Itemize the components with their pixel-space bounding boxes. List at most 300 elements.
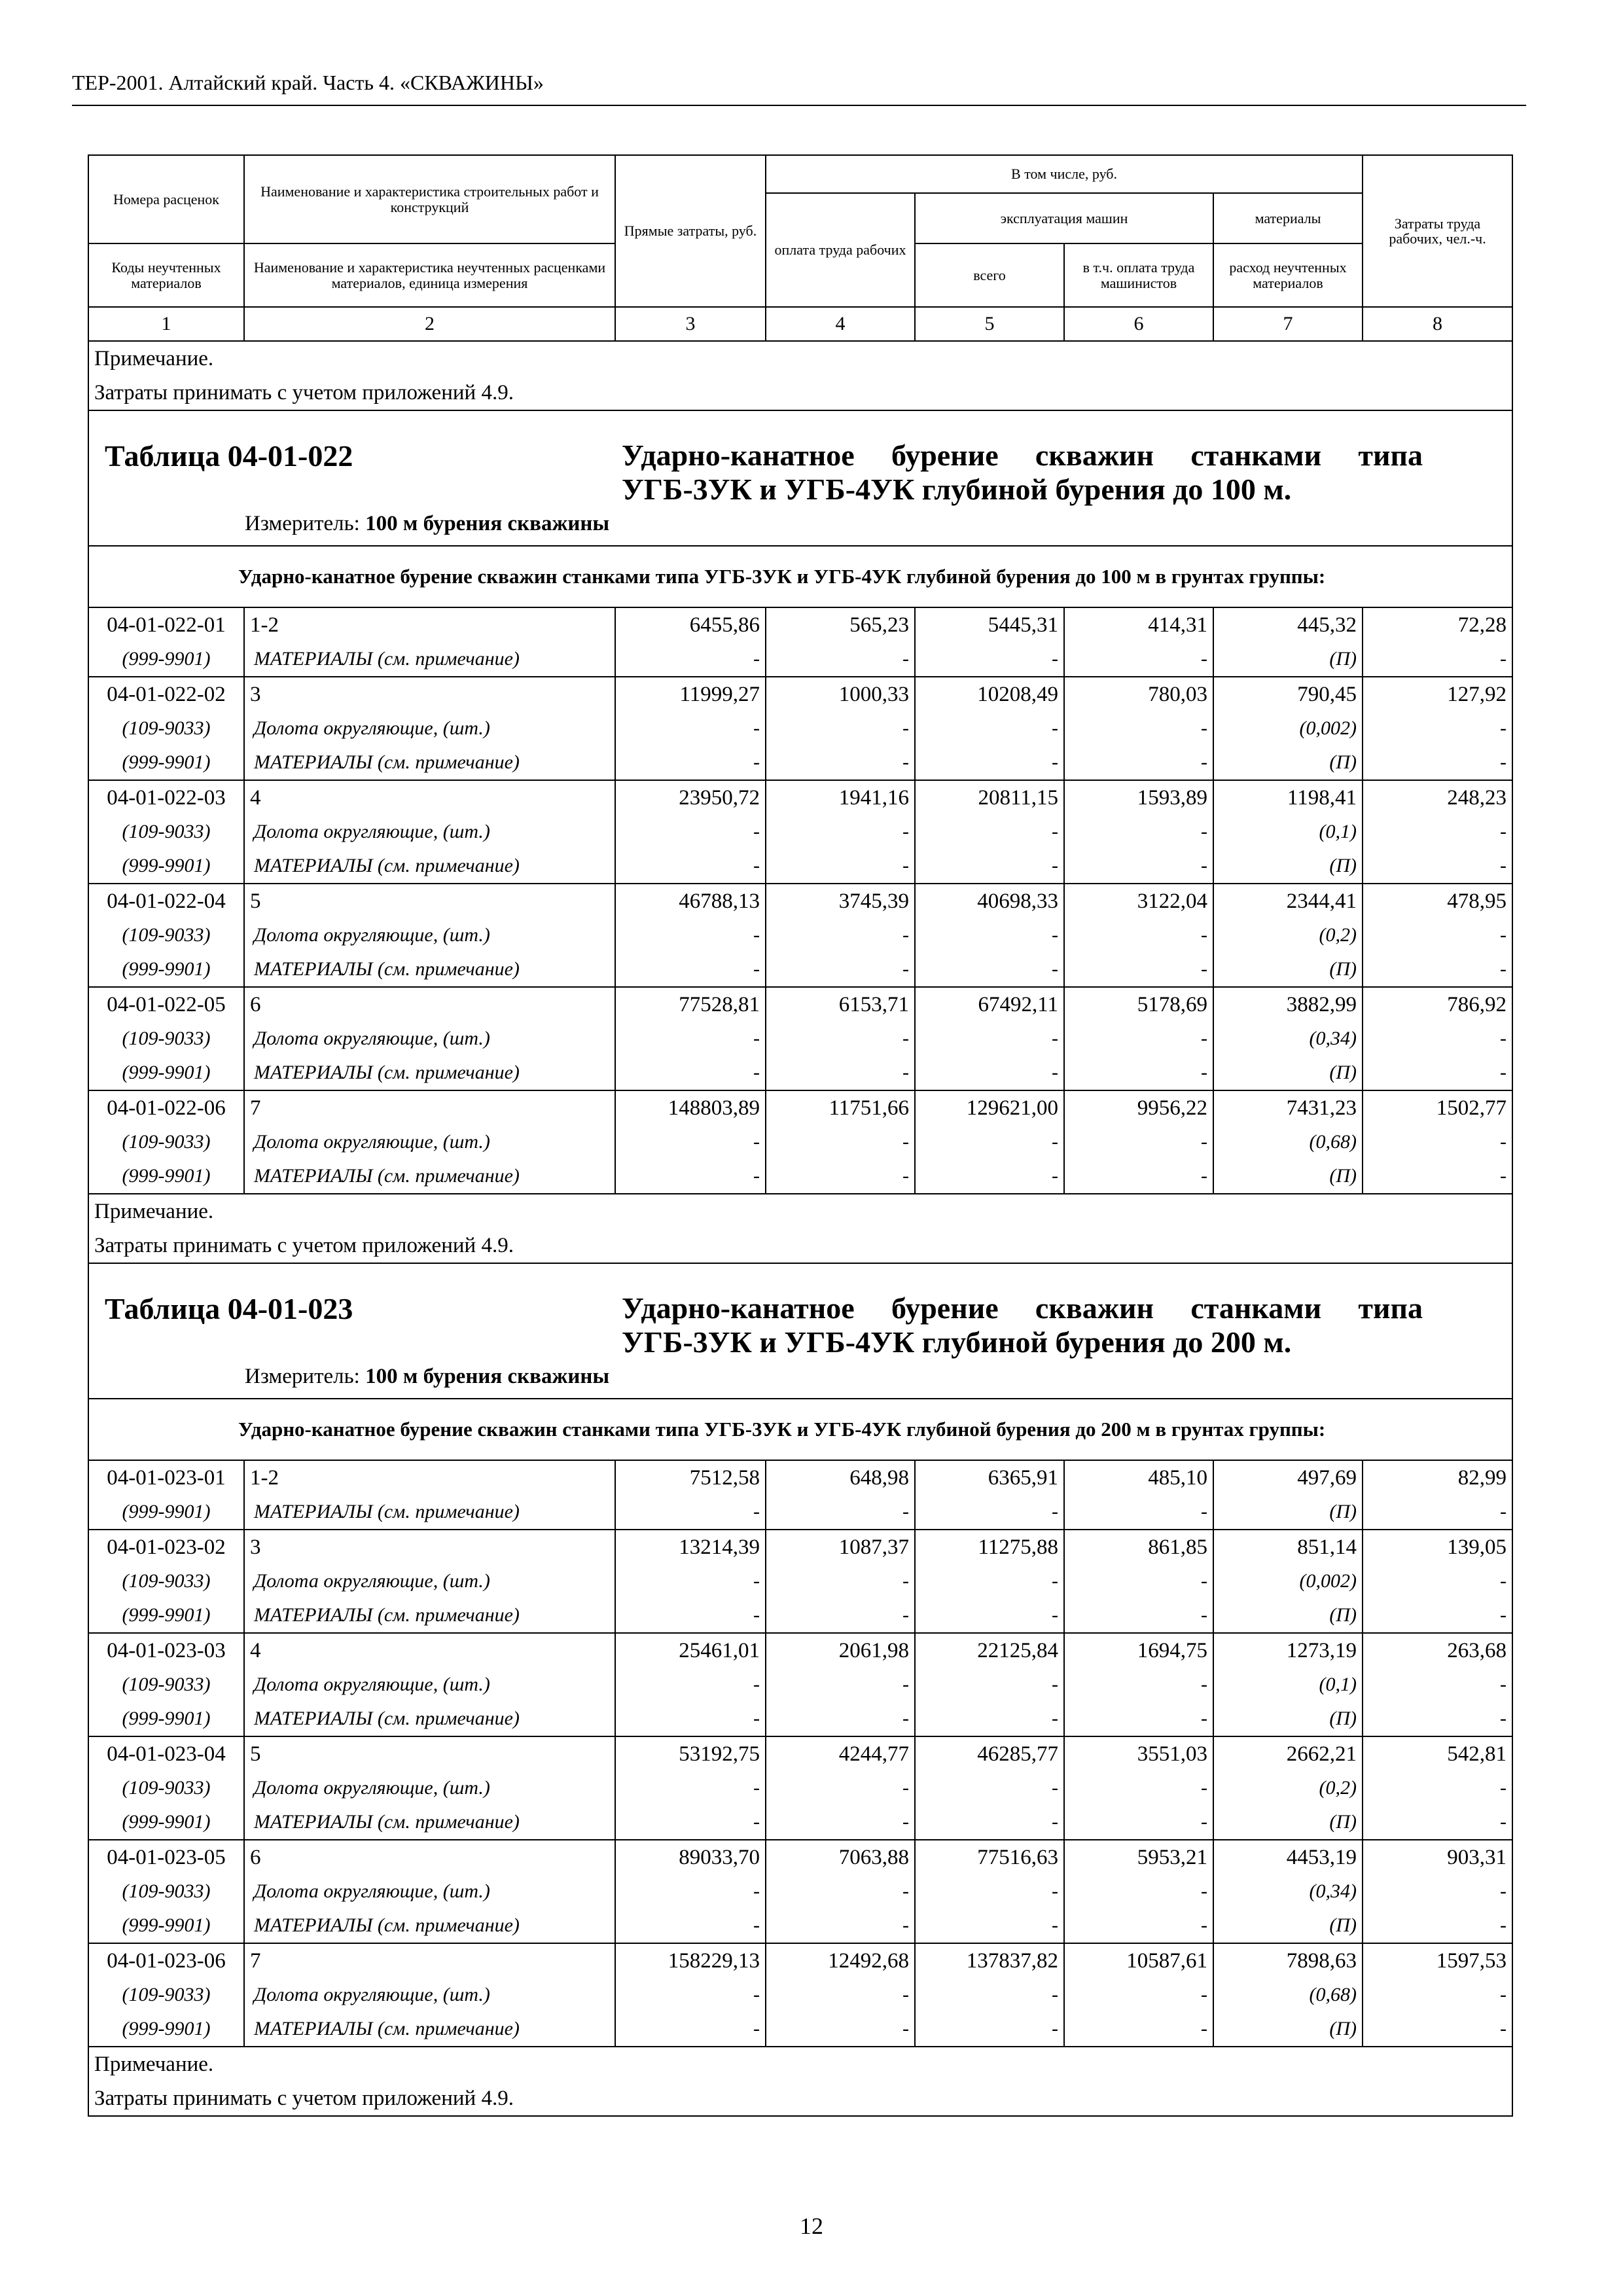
note-row xyxy=(88,1194,1512,1263)
value-cell: 46788,13 xyxy=(615,884,766,918)
value-cell: - xyxy=(1064,1702,1213,1736)
value-cell: 7431,23 xyxy=(1213,1090,1363,1125)
column-number: 7 xyxy=(1213,307,1363,341)
rate-row xyxy=(88,1460,1512,1495)
value-cell: 72,28 xyxy=(1363,607,1512,642)
value-cell: 2662,21 xyxy=(1213,1736,1363,1771)
rate-code: 04-01-023-06 xyxy=(88,1943,244,1978)
material-row xyxy=(88,1159,1512,1194)
rate-code: 04-01-023-01 xyxy=(88,1460,244,1495)
material-row xyxy=(88,1598,1512,1633)
table-meter xyxy=(245,512,609,536)
value-cell: 6365,91 xyxy=(915,1460,1064,1495)
material-name: Долота округляющие, (шт.) xyxy=(244,1022,615,1056)
value-cell: - xyxy=(915,711,1064,745)
value-cell: 7512,58 xyxy=(615,1460,766,1495)
table-title-row xyxy=(88,1263,1512,1399)
group-row xyxy=(88,1399,1512,1460)
note-label: Примечание. xyxy=(94,347,214,370)
value-cell: - xyxy=(1064,711,1213,745)
value-cell: - xyxy=(766,1598,915,1633)
header-divider xyxy=(72,105,1526,106)
value-cell: - xyxy=(1064,642,1213,677)
value-cell: 1502,77 xyxy=(1363,1090,1512,1125)
rate-row xyxy=(88,607,1512,642)
material-code: (999-9901) xyxy=(88,952,244,987)
value-cell: - xyxy=(915,815,1064,849)
value-cell: - xyxy=(915,1159,1064,1194)
value-cell: 25461,01 xyxy=(615,1633,766,1668)
material-code: (109-9033) xyxy=(88,1668,244,1702)
value-cell: 12492,68 xyxy=(766,1943,915,1978)
value-cell: - xyxy=(615,1805,766,1840)
value-cell: - xyxy=(1064,1056,1213,1090)
group-cell xyxy=(88,1399,1512,1460)
value-cell: 13214,39 xyxy=(615,1530,766,1564)
rate-row xyxy=(88,987,1512,1022)
value-cell: 3882,99 xyxy=(1213,987,1363,1022)
header-material-usage: расход неучтенных материалов xyxy=(1213,243,1363,307)
material-code: (109-9033) xyxy=(88,1125,244,1159)
rate-row xyxy=(88,884,1512,918)
note-text: Затраты принимать с учетом приложений 4.9. xyxy=(94,2087,514,2110)
value-cell: - xyxy=(915,745,1064,780)
material-name: МАТЕРИАЛЫ (см. примечание) xyxy=(244,1702,615,1736)
material-name: МАТЕРИАЛЫ (см. примечание) xyxy=(244,1598,615,1633)
value-cell: - xyxy=(1064,1771,1213,1805)
table-title-cell xyxy=(88,410,1512,546)
value-cell: (0,002) xyxy=(1213,1564,1363,1598)
rate-code: 04-01-022-05 xyxy=(88,987,244,1022)
value-cell: - xyxy=(1363,1125,1512,1159)
soil-group: 3 xyxy=(244,1530,615,1564)
value-cell: - xyxy=(1363,1909,1512,1943)
value-cell: 6455,86 xyxy=(615,607,766,642)
soil-group: 7 xyxy=(244,1090,615,1125)
value-cell: - xyxy=(915,1805,1064,1840)
value-cell: - xyxy=(1064,1978,1213,2012)
value-cell: - xyxy=(1064,1495,1213,1530)
value-cell: (0,34) xyxy=(1213,1022,1363,1056)
value-cell: 478,95 xyxy=(1363,884,1512,918)
group-row xyxy=(88,546,1512,607)
value-cell: 263,68 xyxy=(1363,1633,1512,1668)
rate-row xyxy=(88,780,1512,815)
value-cell: - xyxy=(615,1159,766,1194)
material-code: (999-9901) xyxy=(88,1159,244,1194)
value-cell: - xyxy=(615,2012,766,2047)
top-note-row xyxy=(88,341,1512,410)
header-direct-costs: Прямые затраты, руб. xyxy=(615,155,766,307)
value-cell: - xyxy=(1363,1771,1512,1805)
value-cell: - xyxy=(766,1805,915,1840)
rates-table xyxy=(88,154,1513,2117)
rate-row xyxy=(88,1530,1512,1564)
material-row xyxy=(88,1125,1512,1159)
value-cell: (П) xyxy=(1213,1056,1363,1090)
value-cell: 1597,53 xyxy=(1363,1943,1512,1978)
value-cell: (0,1) xyxy=(1213,1668,1363,1702)
header-operator-pay: в т.ч. оплата труда машинистов xyxy=(1064,243,1213,307)
value-cell: 3745,39 xyxy=(766,884,915,918)
value-cell: 780,03 xyxy=(1064,677,1213,711)
rate-code: 04-01-022-03 xyxy=(88,780,244,815)
rate-row xyxy=(88,1633,1512,1668)
value-cell: - xyxy=(1064,2012,1213,2047)
value-cell: - xyxy=(766,1874,915,1909)
value-cell: 6153,71 xyxy=(766,987,915,1022)
value-cell: - xyxy=(1363,1978,1512,2012)
meter-value: 100 м бурения скважины xyxy=(365,512,610,535)
value-cell: - xyxy=(615,1598,766,1633)
material-row xyxy=(88,745,1512,780)
rate-code: 04-01-022-01 xyxy=(88,607,244,642)
table-title-cell xyxy=(88,1263,1512,1399)
material-name: МАТЕРИАЛЫ (см. примечание) xyxy=(244,952,615,987)
value-cell: 23950,72 xyxy=(615,780,766,815)
material-code: (999-9901) xyxy=(88,1805,244,1840)
material-code: (999-9901) xyxy=(88,1702,244,1736)
material-name: МАТЕРИАЛЫ (см. примечание) xyxy=(244,2012,615,2047)
group-cell xyxy=(88,546,1512,607)
meter-label: Измеритель: xyxy=(245,1365,360,1388)
value-cell: - xyxy=(915,1056,1064,1090)
value-cell: - xyxy=(615,1668,766,1702)
value-cell: (0,68) xyxy=(1213,1978,1363,2012)
value-cell: - xyxy=(766,1125,915,1159)
value-cell: 11751,66 xyxy=(766,1090,915,1125)
value-cell: (П) xyxy=(1213,1159,1363,1194)
material-code: (999-9901) xyxy=(88,745,244,780)
material-code: (999-9901) xyxy=(88,1598,244,1633)
value-cell: (П) xyxy=(1213,1495,1363,1530)
value-cell: (0,2) xyxy=(1213,1771,1363,1805)
value-cell: 5445,31 xyxy=(915,607,1064,642)
value-cell: - xyxy=(1363,1564,1512,1598)
value-cell: - xyxy=(766,745,915,780)
header-labor-costs: Затраты труда рабочих, чел.-ч. xyxy=(1363,155,1512,307)
column-number: 4 xyxy=(766,307,915,341)
value-cell: 1000,33 xyxy=(766,677,915,711)
material-row xyxy=(88,1056,1512,1090)
material-name: МАТЕРИАЛЫ (см. примечание) xyxy=(244,642,615,677)
material-name: МАТЕРИАЛЫ (см. примечание) xyxy=(244,1805,615,1840)
value-cell: - xyxy=(766,918,915,952)
value-cell: (0,2) xyxy=(1213,918,1363,952)
column-numbers-row xyxy=(88,307,1512,341)
material-code: (109-9033) xyxy=(88,1771,244,1805)
rate-code: 04-01-022-06 xyxy=(88,1090,244,1125)
value-cell: (0,34) xyxy=(1213,1874,1363,1909)
material-code: (999-9901) xyxy=(88,1056,244,1090)
value-cell: 4453,19 xyxy=(1213,1840,1363,1874)
value-cell: - xyxy=(1363,1022,1512,1056)
value-cell: - xyxy=(1363,815,1512,849)
value-cell: - xyxy=(915,1495,1064,1530)
value-cell: - xyxy=(915,1909,1064,1943)
material-code: (999-9901) xyxy=(88,1909,244,1943)
soil-group: 6 xyxy=(244,1840,615,1874)
header-row-1 xyxy=(88,155,1512,193)
rate-row xyxy=(88,1090,1512,1125)
value-cell: - xyxy=(1363,2012,1512,2047)
value-cell: 2061,98 xyxy=(766,1633,915,1668)
value-cell: 1593,89 xyxy=(1064,780,1213,815)
meter-value: 100 м бурения скважины xyxy=(365,1365,610,1388)
value-cell: 648,98 xyxy=(766,1460,915,1495)
material-row xyxy=(88,1874,1512,1909)
material-row xyxy=(88,1022,1512,1056)
material-row xyxy=(88,1495,1512,1530)
value-cell: - xyxy=(615,1125,766,1159)
rate-row xyxy=(88,677,1512,711)
value-cell: - xyxy=(766,1022,915,1056)
value-cell: 1941,16 xyxy=(766,780,915,815)
value-cell: - xyxy=(915,918,1064,952)
material-code: (109-9033) xyxy=(88,1874,244,1909)
value-cell: - xyxy=(615,1909,766,1943)
value-cell: - xyxy=(1064,849,1213,884)
value-cell: - xyxy=(766,1771,915,1805)
page-number: 12 xyxy=(800,2213,823,2239)
value-cell: (П) xyxy=(1213,2012,1363,2047)
value-cell: 158229,13 xyxy=(615,1943,766,1978)
material-name: Долота округляющие, (шт.) xyxy=(244,1874,615,1909)
value-cell: - xyxy=(915,1125,1064,1159)
value-cell: 67492,11 xyxy=(915,987,1064,1022)
material-code: (999-9901) xyxy=(88,849,244,884)
header-machines-total: всего xyxy=(915,243,1064,307)
value-cell: - xyxy=(615,1056,766,1090)
meter-label: Измеритель: xyxy=(245,512,360,535)
material-row xyxy=(88,918,1512,952)
note-label: Примечание. xyxy=(94,1200,214,1223)
soil-group: 5 xyxy=(244,1736,615,1771)
soil-group: 7 xyxy=(244,1943,615,1978)
value-cell: 485,10 xyxy=(1064,1460,1213,1495)
value-cell: - xyxy=(1064,1564,1213,1598)
value-cell: 137837,82 xyxy=(915,1943,1064,1978)
value-cell: - xyxy=(1064,1159,1213,1194)
value-cell: - xyxy=(915,1978,1064,2012)
table-description: Ударно-канатное бурение скважин станками типа УГБ-3УК и УГБ-4УК глубиной бурения до 200 м. xyxy=(622,1291,1423,1359)
column-number: 6 xyxy=(1064,307,1213,341)
value-cell: (0,002) xyxy=(1213,711,1363,745)
value-cell: 851,14 xyxy=(1213,1530,1363,1564)
value-cell: - xyxy=(1363,918,1512,952)
value-cell: - xyxy=(615,849,766,884)
rate-row xyxy=(88,1943,1512,1978)
material-code: (999-9901) xyxy=(88,2012,244,2047)
value-cell: 53192,75 xyxy=(615,1736,766,1771)
material-row xyxy=(88,1805,1512,1840)
value-cell: - xyxy=(766,1159,915,1194)
value-cell: - xyxy=(766,1056,915,1090)
value-cell: (П) xyxy=(1213,1909,1363,1943)
value-cell: 40698,33 xyxy=(915,884,1064,918)
value-cell: - xyxy=(915,952,1064,987)
value-cell: 790,45 xyxy=(1213,677,1363,711)
value-cell: (0,68) xyxy=(1213,1125,1363,1159)
value-cell: 786,92 xyxy=(1363,987,1512,1022)
material-name: Долота округляющие, (шт.) xyxy=(244,1978,615,2012)
value-cell: - xyxy=(766,1909,915,1943)
value-cell: 1273,19 xyxy=(1213,1633,1363,1668)
value-cell: (П) xyxy=(1213,642,1363,677)
value-cell: 11999,27 xyxy=(615,677,766,711)
column-number: 1 xyxy=(88,307,244,341)
note-text: Затраты принимать с учетом приложений 4.9. xyxy=(94,381,514,404)
soil-group: 6 xyxy=(244,987,615,1022)
header-materials: материалы xyxy=(1213,193,1363,243)
soil-group: 4 xyxy=(244,1633,615,1668)
value-cell: - xyxy=(766,711,915,745)
value-cell: - xyxy=(1363,952,1512,987)
soil-group: 1-2 xyxy=(244,607,615,642)
note-cell xyxy=(88,1194,1512,1263)
material-name: Долота округляющие, (шт.) xyxy=(244,1771,615,1805)
value-cell: - xyxy=(615,1702,766,1736)
value-cell: 445,32 xyxy=(1213,607,1363,642)
column-number: 5 xyxy=(915,307,1064,341)
header-material-codes: Коды неучтенных материалов xyxy=(88,243,244,307)
value-cell: - xyxy=(1064,952,1213,987)
value-cell: - xyxy=(766,1978,915,2012)
value-cell: 89033,70 xyxy=(615,1840,766,1874)
material-row xyxy=(88,849,1512,884)
value-cell: 20811,15 xyxy=(915,780,1064,815)
material-name: Долота округляющие, (шт.) xyxy=(244,815,615,849)
material-code: (109-9033) xyxy=(88,1022,244,1056)
value-cell: - xyxy=(1363,1668,1512,1702)
value-cell: - xyxy=(1064,1668,1213,1702)
value-cell: 7898,63 xyxy=(1213,1943,1363,1978)
value-cell: - xyxy=(915,1668,1064,1702)
value-cell: - xyxy=(766,849,915,884)
value-cell: (0,1) xyxy=(1213,815,1363,849)
value-cell: 861,85 xyxy=(1064,1530,1213,1564)
value-cell: - xyxy=(915,1564,1064,1598)
value-cell: 497,69 xyxy=(1213,1460,1363,1495)
column-number: 8 xyxy=(1363,307,1512,341)
value-cell: - xyxy=(1363,745,1512,780)
value-cell: - xyxy=(1363,642,1512,677)
header-work-name: Наименование и характеристика строительных работ и конструкций xyxy=(244,155,615,243)
value-cell: - xyxy=(615,642,766,677)
value-cell: - xyxy=(1363,849,1512,884)
page-header: ТЕР-2001. Алтайский край. Часть 4. «СКВАЖИНЫ» xyxy=(72,71,544,94)
value-cell: - xyxy=(915,849,1064,884)
table-meter xyxy=(245,1365,609,1389)
note-cell xyxy=(88,2047,1512,2116)
value-cell: 414,31 xyxy=(1064,607,1213,642)
value-cell: - xyxy=(1363,1805,1512,1840)
material-row xyxy=(88,1564,1512,1598)
value-cell: - xyxy=(615,711,766,745)
note-label: Примечание. xyxy=(94,2053,214,2076)
rate-code: 04-01-023-04 xyxy=(88,1736,244,1771)
value-cell: - xyxy=(766,2012,915,2047)
value-cell: 903,31 xyxy=(1363,1840,1512,1874)
value-cell: - xyxy=(615,815,766,849)
header-worker-pay: оплата труда рабочих xyxy=(766,193,915,307)
material-code: (109-9033) xyxy=(88,1564,244,1598)
material-name: МАТЕРИАЛЫ (см. примечание) xyxy=(244,1909,615,1943)
value-cell: - xyxy=(615,1564,766,1598)
value-cell: - xyxy=(915,2012,1064,2047)
value-cell: 148803,89 xyxy=(615,1090,766,1125)
rate-code: 04-01-022-04 xyxy=(88,884,244,918)
material-row xyxy=(88,711,1512,745)
column-number: 2 xyxy=(244,307,615,341)
header-rate-numbers: Номера расценок xyxy=(88,155,244,243)
value-cell: (П) xyxy=(1213,952,1363,987)
value-cell: - xyxy=(615,1978,766,2012)
rate-code: 04-01-023-02 xyxy=(88,1530,244,1564)
material-name: Долота округляющие, (шт.) xyxy=(244,1125,615,1159)
value-cell: 248,23 xyxy=(1363,780,1512,815)
material-code: (109-9033) xyxy=(88,815,244,849)
value-cell: - xyxy=(766,1702,915,1736)
value-cell: - xyxy=(1363,1159,1512,1194)
value-cell: - xyxy=(1064,1909,1213,1943)
material-name: Долота округляющие, (шт.) xyxy=(244,711,615,745)
value-cell: 129621,00 xyxy=(915,1090,1064,1125)
material-row xyxy=(88,952,1512,987)
value-cell: 10208,49 xyxy=(915,677,1064,711)
value-cell: 46285,77 xyxy=(915,1736,1064,1771)
material-code: (109-9033) xyxy=(88,1978,244,2012)
value-cell: 77528,81 xyxy=(615,987,766,1022)
value-cell: - xyxy=(1363,1598,1512,1633)
table-title-row xyxy=(88,410,1512,546)
value-cell: - xyxy=(1363,1702,1512,1736)
value-cell: (П) xyxy=(1213,745,1363,780)
table-description: Ударно-канатное бурение скважин станками типа УГБ-3УК и УГБ-4УК глубиной бурения до 100 м. xyxy=(622,439,1423,506)
material-row xyxy=(88,2012,1512,2047)
material-code: (109-9033) xyxy=(88,711,244,745)
value-cell: - xyxy=(1064,1022,1213,1056)
table-name: Таблица 04-01-023 xyxy=(105,1292,353,1325)
value-cell: - xyxy=(915,642,1064,677)
table-name: Таблица 04-01-022 xyxy=(105,439,353,473)
value-cell: - xyxy=(766,1668,915,1702)
soil-group: 4 xyxy=(244,780,615,815)
note-row xyxy=(88,2047,1512,2116)
value-cell: (П) xyxy=(1213,1598,1363,1633)
value-cell: (П) xyxy=(1213,1702,1363,1736)
value-cell: - xyxy=(1064,745,1213,780)
value-cell: - xyxy=(1064,815,1213,849)
group-text: Ударно-канатное бурение скважин станками типа УГБ-3УК и УГБ-4УК глубиной бурения до 100 м в грунтах группы: xyxy=(238,565,1326,588)
header-material-names: Наименование и характеристика неучтенных расценками материалов, единица измерения xyxy=(244,243,615,307)
material-row xyxy=(88,1978,1512,2012)
soil-group: 1-2 xyxy=(244,1460,615,1495)
value-cell: 2344,41 xyxy=(1213,884,1363,918)
rate-code: 04-01-023-05 xyxy=(88,1840,244,1874)
value-cell: 5953,21 xyxy=(1064,1840,1213,1874)
value-cell: 127,92 xyxy=(1363,677,1512,711)
value-cell: - xyxy=(615,1022,766,1056)
note-text: Затраты принимать с учетом приложений 4.9. xyxy=(94,1234,514,1257)
material-row xyxy=(88,1909,1512,1943)
value-cell: 22125,84 xyxy=(915,1633,1064,1668)
column-number: 3 xyxy=(615,307,766,341)
material-name: Долота округляющие, (шт.) xyxy=(244,918,615,952)
value-cell: 3551,03 xyxy=(1064,1736,1213,1771)
material-name: МАТЕРИАЛЫ (см. примечание) xyxy=(244,849,615,884)
material-row xyxy=(88,815,1512,849)
